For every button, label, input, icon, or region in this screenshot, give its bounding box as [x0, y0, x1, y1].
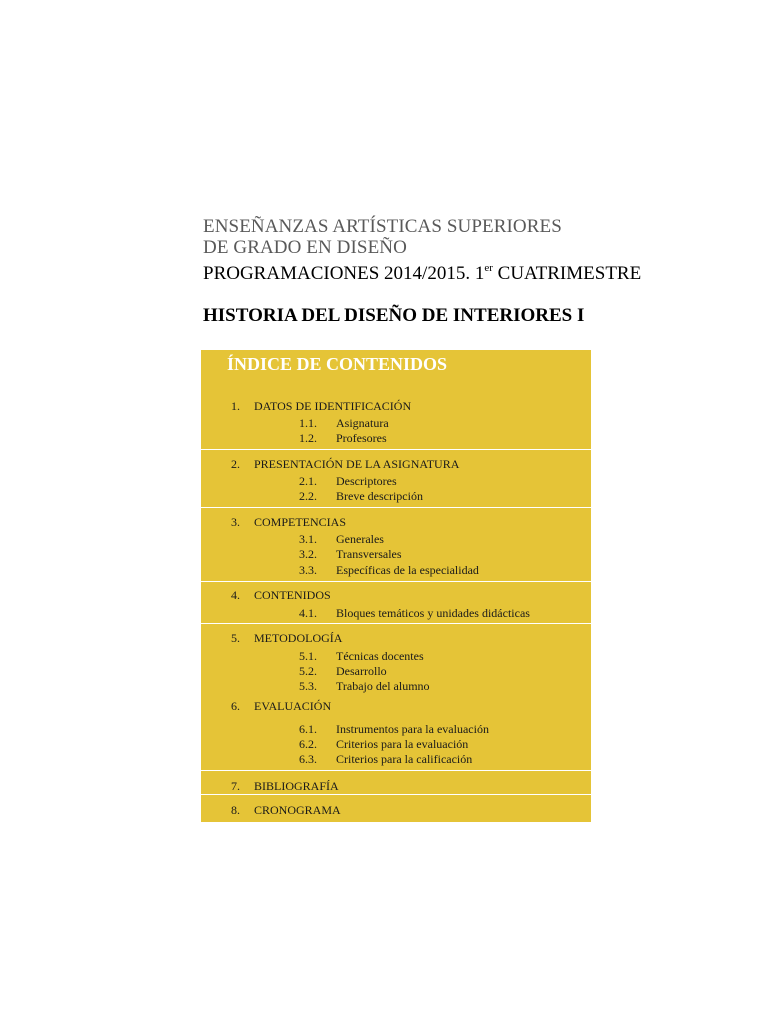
toc-subsection-label: Generales: [336, 532, 384, 546]
toc-section-label: COMPETENCIAS: [254, 515, 347, 529]
toc-subsection-label: Descriptores: [336, 474, 397, 488]
toc-subsection-label: Asignatura: [336, 416, 389, 430]
toc-section-label: CRONOGRAMA: [254, 803, 341, 817]
toc-section-number: 5.: [231, 631, 240, 645]
toc-subsection-label: Transversales: [336, 547, 402, 561]
toc-section-number: 4.: [231, 588, 240, 602]
toc-section-number: 2.: [231, 457, 240, 471]
toc-subsection-number: 4.1.: [299, 606, 317, 620]
programaciones-heading: [203, 263, 641, 285]
toc-subsection-number: 2.1.: [299, 474, 317, 488]
toc-divider: [201, 794, 591, 795]
toc-subsection-number: 6.1.: [299, 722, 317, 736]
toc-section-number: 7.: [231, 779, 240, 793]
toc-subsection-label: Bloques temáticos y unidades didácticas: [336, 606, 530, 620]
toc-section-number: 8.: [231, 803, 240, 817]
toc-divider: [201, 581, 591, 582]
toc-subsection-label: Específicas de la especialidad: [336, 563, 479, 577]
toc-section-label: PRESENTACIÓN DE LA ASIGNATURA: [254, 457, 460, 471]
toc-subsection-number: 1.2.: [299, 431, 317, 445]
toc-subsection-label: Criterios para la calificación: [336, 752, 473, 766]
toc-section-label: DATOS DE IDENTIFICACIÓN: [254, 399, 412, 413]
programaciones-suffix: CUATRIMESTRE: [492, 263, 642, 284]
toc-subsection-number: 6.2.: [299, 737, 317, 751]
toc-divider: [201, 507, 591, 508]
toc-section-label: METODOLOGÍA: [254, 631, 343, 645]
header-line-2: DE GRADO EN DISEÑO: [203, 237, 407, 258]
table-of-contents: [201, 350, 591, 822]
toc-subsection-number: 3.2.: [299, 547, 317, 561]
toc-subsection-label: Criterios para la evaluación: [336, 737, 469, 751]
toc-section-label: BIBLIOGRAFÍA: [254, 779, 339, 793]
toc-divider: [201, 449, 591, 450]
document-title: HISTORIA DEL DISEÑO DE INTERIORES I: [203, 305, 585, 326]
toc-subsection-number: 2.2.: [299, 489, 317, 503]
toc-subsection-number: 6.3.: [299, 752, 317, 766]
programaciones-prefix: PROGRAMACIONES 2014/2015. 1: [203, 263, 485, 284]
toc-subsection-label: Breve descripción: [336, 489, 423, 503]
toc-subsection-number: 3.1.: [299, 532, 317, 546]
toc-subsection-label: Desarrollo: [336, 664, 387, 678]
toc-subsection-number: 1.1.: [299, 416, 317, 430]
toc-subsection-number: 3.3.: [299, 563, 317, 577]
toc-section-number: 1.: [231, 399, 240, 413]
programaciones-superscript: er: [484, 262, 493, 274]
header-line-1: ENSEÑANZAS ARTÍSTICAS SUPERIORES: [203, 216, 562, 237]
toc-heading: ÍNDICE DE CONTENIDOS: [227, 354, 448, 374]
toc-section-number: 6.: [231, 699, 240, 713]
toc-subsection-label: Profesores: [336, 431, 387, 445]
toc-section-label: CONTENIDOS: [254, 588, 331, 602]
toc-divider: [201, 770, 591, 771]
toc-subsection-label: Técnicas docentes: [336, 649, 424, 663]
toc-section-number: 3.: [231, 515, 240, 529]
toc-subsection-number: 5.1.: [299, 649, 317, 663]
toc-divider: [201, 623, 591, 624]
toc-subsection-label: Instrumentos para la evaluación: [336, 722, 489, 736]
toc-subsection-number: 5.2.: [299, 664, 317, 678]
toc-subsection-number: 5.3.: [299, 679, 317, 693]
toc-subsection-label: Trabajo del alumno: [336, 679, 430, 693]
toc-section-label: EVALUACIÓN: [254, 699, 332, 713]
